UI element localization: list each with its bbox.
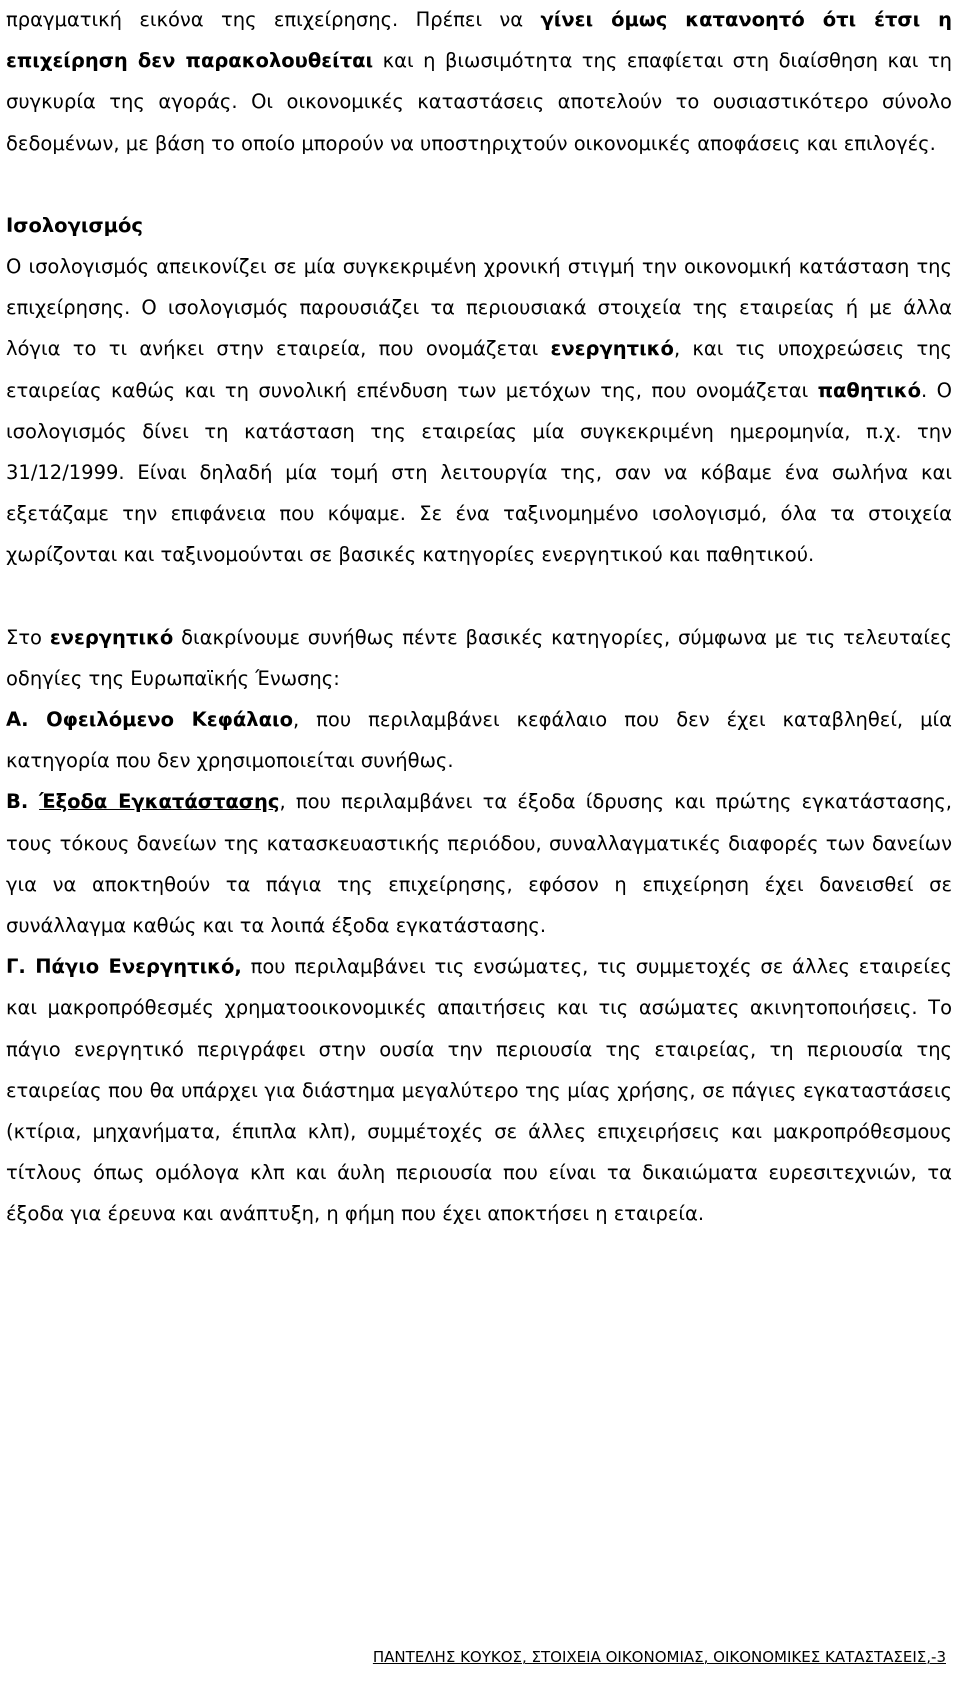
text: , και τις υποχρεώσεις της εταιρείας καθώς και τη συνολική επένδυση των μετόχων της, που ονομάζεται — [6, 337, 952, 402]
text: διακρίνουμε συνήθως πέντε βασικές κατηγορίες, σύμφωνα με τις τελευταίες οδηγίες της Ευρωπαϊκής Ένωσης: — [6, 625, 952, 690]
bold-text: γίνει όμως κατανοητό ότι έτσι η επιχείρηση δεν παρακολουθείται — [6, 8, 952, 73]
section-heading: Ισολογισμός — [6, 213, 143, 237]
paragraph-intro — [6, 0, 952, 164]
text: Ο ισολογισμός απεικονίζει σε μία συγκεκριμένη χρονική στιγμή την οικονομική κατάσταση της επιχείρησης. Ο ισολογισμός παρουσιάζει τα περιουσιακά στοιχεία της εταιρείας ή με άλλα λόγια το τι ανήκει στην εταιρεία, που ονομάζεται — [6, 255, 952, 361]
text: και η βιωσιμότητα της επαφίεται στη διαίσθηση και τη συγκυρία της αγοράς. Οι οικονομικές καταστάσεις αποτελούν το ουσιαστικότερο σύνολο δεδομένων, με βάση το οποίο μπορούν να υποστηριχτούν οικονομικές αποφάσεις και επιλογές. — [6, 49, 952, 155]
paragraph-balance-sheet — [6, 246, 952, 576]
text: , που περιλαμβάνει κεφάλαιο που δεν έχει καταβληθεί, μία κατηγορία που δεν χρησιμοποιείται συνήθως. — [6, 708, 952, 773]
bold-text: Γ. — [6, 955, 36, 979]
text: . Ο ισολογισμός δίνει τη κατάσταση της εταιρείας μία συγκεκριμένη ημερομηνία, π.χ. την 31/12/1999. Είναι δηλαδή μία τομή στη λειτουργία της, σαν να κόβαμε ένα σωλήνα και εξετάζαμε την επιφάνεια που κόψαμε. Σε ένα ταξινομημένο ισολογισμό, όλα τα στοιχεία χωρίζονται και ταξινομούνται σε βασικές κατηγορίες ενεργητικού και παθητικού. — [6, 378, 952, 567]
paragraph-item-c — [6, 946, 952, 1234]
text: πραγματική εικόνα της επιχείρησης. Πρέπει να — [6, 8, 541, 31]
page-footer: ΠΑΝΤΕΛΗΣ ΚΟΥΚΟΣ, ΣΤΟΙΧΕΙΑ ΟΙΚΟΝΟΜΙΑΣ, ΟΙΚΟΝΟΜΙΚΕΣ ΚΑΤΑΣΤΑΣΕΙΣ,-3 — [372, 1648, 946, 1666]
text: που περιλαμβάνει τις ενσώματες, τις συμμετοχές σε άλλες εταιρείες και μακροπρόθεσμές χρηματοοικονομικές απαιτήσεις και τις ασώματες ακινητοποιήσεις. Το πάγιο ενεργητικό περιγράφει στην ουσία την περιουσία της εταιρείας, τη περιουσία της εταιρείας που θα υπάρχει για διάστημα μεγαλύτερο της μίας χρήσης, σε πάγιες εγκαταστάσεις (κτίρια, μηχανήματα, έπιπλα κλπ), συμμέτοχές σε άλλες επιχειρήσεις και μακροπρόθεσμους τίτλους όπως ομόλογα κλπ και άυλη περιουσία που είναι τα δικαιώματα ευρεσιτεχνιών, τα έξοδα για έρευνα και ανάπτυξη, η φήμη που έχει αποκτήσει η εταιρεία. — [6, 955, 952, 1226]
text: , που περιλαμβάνει τα έξοδα ίδρυσης και πρώτης εγκατάστασης, τους τόκους δανείων της κατασκευαστικής περιόδου, συναλλαγματικές διαφορές των δανείων για να αποκτηθούν τα πάγια της επιχείρησης, εφόσον η επιχείρηση έχει δανεισθεί σε συνάλλαγμα καθώς και τα λοιπά έξοδα εγκατάστασης. — [6, 790, 952, 938]
document-page — [6, 0, 952, 1235]
bold-text: ενεργητικό — [49, 625, 174, 649]
text: Στο — [6, 625, 50, 649]
bold-text: Α. Οφειλόμενο Κεφάλαιο — [6, 708, 293, 732]
bold-text: Πάγιο Ενεργητικό, — [35, 955, 242, 979]
bold-text: Β. — [6, 790, 40, 814]
paragraph-item-b — [6, 781, 952, 946]
paragraph-assets-intro — [6, 617, 952, 699]
underlined-bold-text: Έξοδα Εγκατάστασης — [39, 790, 280, 814]
bold-text: παθητικό — [817, 378, 922, 402]
bold-text: ενεργητικό — [550, 337, 674, 361]
paragraph-item-a — [6, 699, 952, 781]
